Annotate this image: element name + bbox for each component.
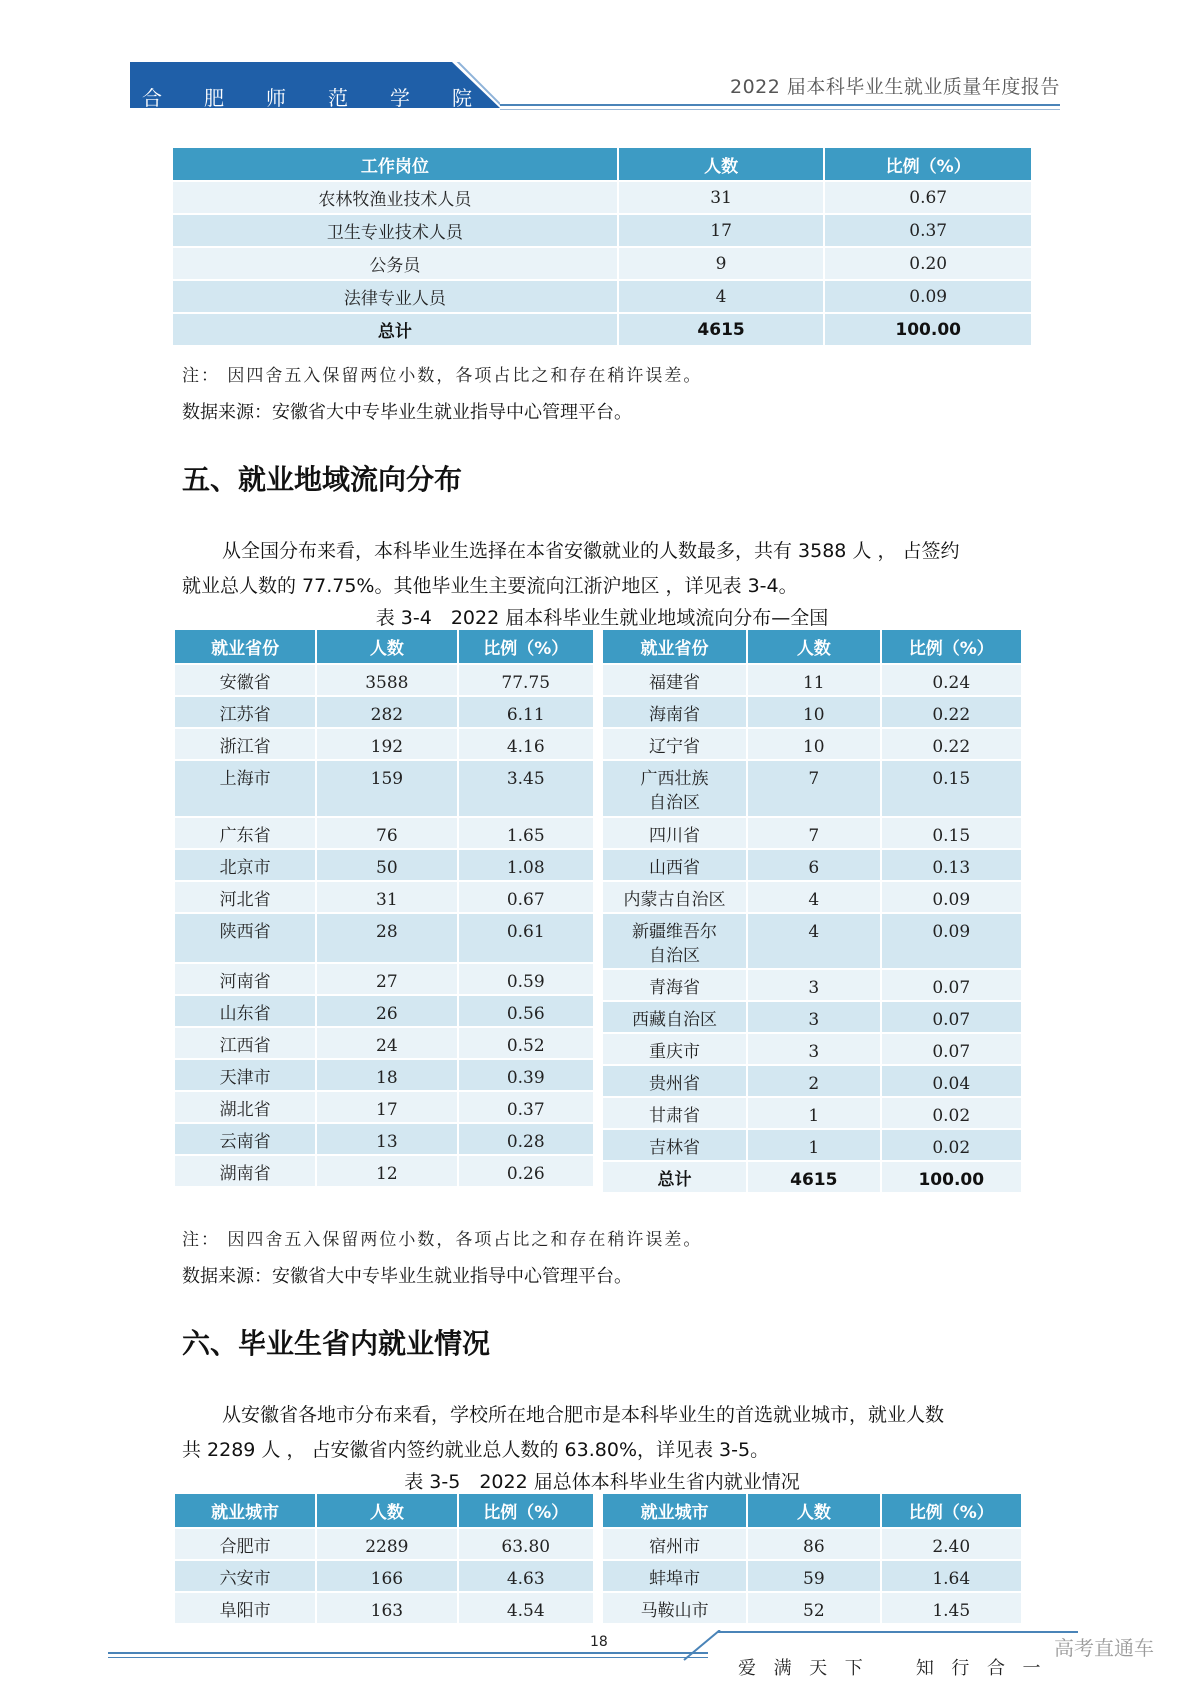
table-row (602, 728, 1022, 760)
table-cell: 0.09 (881, 913, 1022, 969)
table-row (174, 1155, 594, 1187)
table-cell: 0.02 (881, 1097, 1022, 1129)
table-row (602, 1560, 1022, 1592)
table-cell: 59 (747, 1560, 880, 1592)
table-row (602, 664, 1022, 696)
table-row (602, 913, 1022, 969)
table-row (174, 995, 594, 1027)
table-row (602, 969, 1022, 1001)
footer-motto: 爱 满 天 下 知 行 合 一 (738, 1658, 1041, 1679)
job-position-table (171, 146, 1033, 347)
table-cell: 7 (747, 760, 880, 817)
column-header: 比例（%） (881, 629, 1022, 664)
table-cell: 0.37 (458, 1091, 594, 1123)
column-header: 比例（%） (458, 629, 594, 664)
column-header: 人数 (747, 1493, 880, 1528)
table-row (174, 881, 594, 913)
table-cell: 吉林省 (602, 1129, 747, 1161)
table-row (174, 1592, 594, 1624)
table-cell: 100.00 (881, 1161, 1022, 1193)
table-row: 卫生专业技术人员 17 0.37 (172, 214, 1032, 247)
table-cell: 2 (747, 1065, 880, 1097)
table-cell: 1 (747, 1129, 880, 1161)
table-row (602, 817, 1022, 849)
table-cell: 云南省 (174, 1123, 316, 1155)
column-header: 人数 (316, 629, 457, 664)
table-header-row (602, 1493, 1022, 1528)
table-row (174, 849, 594, 881)
table-cell: 0.52 (458, 1027, 594, 1059)
table-cell: 0.24 (881, 664, 1022, 696)
table-cell: 天津市 (174, 1059, 316, 1091)
column-header: 就业城市 (602, 1493, 747, 1528)
table-cell: 江西省 (174, 1027, 316, 1059)
table-row (602, 1129, 1022, 1161)
table-row (602, 881, 1022, 913)
table-cell: 江苏省 (174, 696, 316, 728)
column-header: 人数 (747, 629, 880, 664)
column-header: 工作岗位 (172, 147, 618, 181)
table-cell: 3588 (316, 664, 457, 696)
table-row (602, 1033, 1022, 1065)
table-row: 农林牧渔业技术人员 31 0.67 (172, 181, 1032, 214)
table-cell: 湖南省 (174, 1155, 316, 1187)
table-cell: 18 (316, 1059, 457, 1091)
table-cell: 13 (316, 1123, 457, 1155)
table-row (174, 1528, 594, 1560)
table-row (602, 1528, 1022, 1560)
footer-rule-left-thin (108, 1657, 708, 1658)
section-heading: 五、就业地域流向分布 (182, 463, 463, 496)
table-cell: 河北省 (174, 881, 316, 913)
table-row (602, 1065, 1022, 1097)
table-cell: 6.11 (458, 696, 594, 728)
table-row (602, 1592, 1022, 1624)
table-cell: 0.56 (458, 995, 594, 1027)
table-cell: 1.45 (881, 1592, 1022, 1624)
table-header-row (172, 147, 1032, 181)
table-cell: 合肥市 (174, 1528, 316, 1560)
table-row (174, 1027, 594, 1059)
table-cell: 蚌埠市 (602, 1560, 747, 1592)
table-cell: 陕西省 (174, 913, 316, 963)
table-cell: 0.28 (458, 1123, 594, 1155)
table-cell: 北京市 (174, 849, 316, 881)
table-row (174, 728, 594, 760)
table-cell: 0.15 (881, 760, 1022, 817)
table-cell: 0.59 (458, 963, 594, 995)
table-cell: 山东省 (174, 995, 316, 1027)
table-cell: 4615 (747, 1161, 880, 1193)
table-cell: 4 (747, 881, 880, 913)
table-cell: 安徽省 (174, 664, 316, 696)
table-row (602, 1097, 1022, 1129)
column-header: 比例（%） (824, 147, 1032, 181)
table-note: 注： 因四舍五入保留两位小数，各项占比之和存在稍许误差。 (182, 1230, 703, 1250)
table-cell: 上海市 (174, 760, 316, 817)
column-header: 人数 (316, 1493, 457, 1528)
table-cell: 西藏自治区 (602, 1001, 747, 1033)
table-cell: 六安市 (174, 1560, 316, 1592)
table-cell: 0.67 (458, 881, 594, 913)
table-cell: 浙江省 (174, 728, 316, 760)
table-cell: 辽宁省 (602, 728, 747, 760)
data-source: 数据来源：安徽省大中专毕业生就业指导中心管理平台。 (182, 1266, 632, 1287)
table-cell: 0.09 (881, 881, 1022, 913)
table-cell: 76 (316, 817, 457, 849)
table-cell: 1.08 (458, 849, 594, 881)
table-cell: 0.13 (881, 849, 1022, 881)
footer-rule-right (718, 1631, 1078, 1633)
table-cell: 广东省 (174, 817, 316, 849)
table-cell: 282 (316, 696, 457, 728)
table-cell: 宿州市 (602, 1528, 747, 1560)
table-cell: 山西省 (602, 849, 747, 881)
province-table-right (601, 628, 1023, 1194)
table-row (174, 1123, 594, 1155)
footer-slant (680, 1630, 740, 1664)
table-cell: 2289 (316, 1528, 457, 1560)
table-cell: 马鞍山市 (602, 1592, 747, 1624)
table-cell: 3 (747, 969, 880, 1001)
table-cell: 0.07 (881, 1001, 1022, 1033)
column-header: 就业城市 (174, 1493, 316, 1528)
paragraph-line: 从安徽省各地市分布来看，学校所在地合肥市是本科毕业生的首选就业城市，就业人数 (222, 1404, 945, 1426)
table-caption: 表 3-4 2022 届本科毕业生就业地域流向分布—全国 (375, 607, 829, 629)
paragraph-line: 从全国分布来看，本科毕业生选择在本省安徽就业的人数最多，共有 3588 人 ， 占签约 (222, 540, 960, 562)
table-cell: 4 (747, 913, 880, 969)
city-table-right (601, 1492, 1023, 1625)
table-cell: 31 (316, 881, 457, 913)
table-cell: 0.26 (458, 1155, 594, 1187)
table-cell: 1 (747, 1097, 880, 1129)
table-cell: 4.63 (458, 1560, 594, 1592)
table-cell: 4.54 (458, 1592, 594, 1624)
paragraph-line: 共 2289 人 ， 占安徽省内签约就业总人数的 63.80%，详见表 3-5。 (182, 1439, 770, 1461)
data-source: 数据来源：安徽省大中专毕业生就业指导中心管理平台。 (182, 402, 632, 423)
table-cell: 26 (316, 995, 457, 1027)
table-row (174, 913, 594, 963)
table-cell: 1.64 (881, 1560, 1022, 1592)
report-title: 2022 届本科毕业生就业质量年度报告 (730, 76, 1060, 98)
table-cell: 163 (316, 1592, 457, 1624)
table-total-row: 总计 4615 100.00 (172, 313, 1032, 346)
table-cell: 广西壮族 自治区 (602, 760, 747, 817)
school-name: 合 肥 师 范 学 院 (142, 86, 472, 110)
table-cell: 0.15 (881, 817, 1022, 849)
table-cell: 四川省 (602, 817, 747, 849)
table-cell: 159 (316, 760, 457, 817)
table-cell: 青海省 (602, 969, 747, 1001)
table-row (174, 1560, 594, 1592)
column-header: 就业省份 (602, 629, 747, 664)
column-header: 人数 (618, 147, 825, 181)
column-header: 比例（%） (881, 1493, 1022, 1528)
table-cell: 总计 (602, 1161, 747, 1193)
table-cell: 166 (316, 1560, 457, 1592)
table-cell: 24 (316, 1027, 457, 1059)
table-cell: 7 (747, 817, 880, 849)
table-cell: 新疆维吾尔 自治区 (602, 913, 747, 969)
table-cell: 0.02 (881, 1129, 1022, 1161)
table-cell: 重庆市 (602, 1033, 747, 1065)
table-cell: 0.39 (458, 1059, 594, 1091)
table-cell: 福建省 (602, 664, 747, 696)
header-rule-thin (500, 109, 1060, 110)
table-caption: 表 3-5 2022 届总体本科毕业生省内就业情况 (404, 1471, 800, 1493)
table-row (602, 849, 1022, 881)
watermark: 高考直通车 (1054, 1636, 1154, 1660)
table-row (174, 1091, 594, 1123)
table-cell: 63.80 (458, 1528, 594, 1560)
table-row (174, 696, 594, 728)
table-cell: 海南省 (602, 696, 747, 728)
table-header-row (602, 629, 1022, 664)
table-cell: 河南省 (174, 963, 316, 995)
table-row (174, 664, 594, 696)
table-cell: 17 (316, 1091, 457, 1123)
table-cell: 3 (747, 1001, 880, 1033)
table-cell: 27 (316, 963, 457, 995)
table-row: 法律专业人员 4 0.09 (172, 280, 1032, 313)
section-heading: 六、毕业生省内就业情况 (182, 1327, 491, 1360)
table-header-row (174, 1493, 594, 1528)
table-row (602, 1161, 1022, 1193)
province-table-left (173, 628, 595, 1188)
table-cell: 12 (316, 1155, 457, 1187)
city-table-left (173, 1492, 595, 1625)
table-cell: 28 (316, 913, 457, 963)
table-cell: 50 (316, 849, 457, 881)
table-note: 注： 因四舍五入保留两位小数，各项占比之和存在稍许误差。 (182, 366, 703, 386)
table-cell: 10 (747, 728, 880, 760)
page-number: 18 (590, 1634, 608, 1650)
table-row (602, 760, 1022, 817)
table-cell: 192 (316, 728, 457, 760)
table-row (174, 760, 594, 817)
table-cell: 11 (747, 664, 880, 696)
table-cell: 6 (747, 849, 880, 881)
table-cell: 3 (747, 1033, 880, 1065)
table-cell: 湖北省 (174, 1091, 316, 1123)
table-cell: 0.22 (881, 696, 1022, 728)
table-cell: 贵州省 (602, 1065, 747, 1097)
table-cell: 0.07 (881, 1033, 1022, 1065)
table-cell: 52 (747, 1592, 880, 1624)
table-row (174, 1059, 594, 1091)
table-cell: 86 (747, 1528, 880, 1560)
table-cell: 10 (747, 696, 880, 728)
table-cell: 内蒙古自治区 (602, 881, 747, 913)
table-header-row (174, 629, 594, 664)
table-cell: 2.40 (881, 1528, 1022, 1560)
table-cell: 甘肃省 (602, 1097, 747, 1129)
table-row (174, 817, 594, 849)
table-cell: 0.07 (881, 969, 1022, 1001)
table-cell: 0.04 (881, 1065, 1022, 1097)
paragraph-line: 就业总人数的 77.75%。其他毕业生主要流向江浙沪地区 ，详见表 3-4。 (182, 575, 798, 597)
table-cell: 77.75 (458, 664, 594, 696)
table-row (602, 1001, 1022, 1033)
header-rule (500, 104, 1060, 106)
table-cell: 阜阳市 (174, 1592, 316, 1624)
table-cell: 4.16 (458, 728, 594, 760)
table-row (174, 963, 594, 995)
table-cell: 3.45 (458, 760, 594, 817)
table-row: 公务员 9 0.20 (172, 247, 1032, 280)
table-row (602, 696, 1022, 728)
footer-rule-left (108, 1652, 708, 1654)
table-cell: 0.61 (458, 913, 594, 963)
table-cell: 0.22 (881, 728, 1022, 760)
column-header: 比例（%） (458, 1493, 594, 1528)
table-cell: 1.65 (458, 817, 594, 849)
column-header: 就业省份 (174, 629, 316, 664)
